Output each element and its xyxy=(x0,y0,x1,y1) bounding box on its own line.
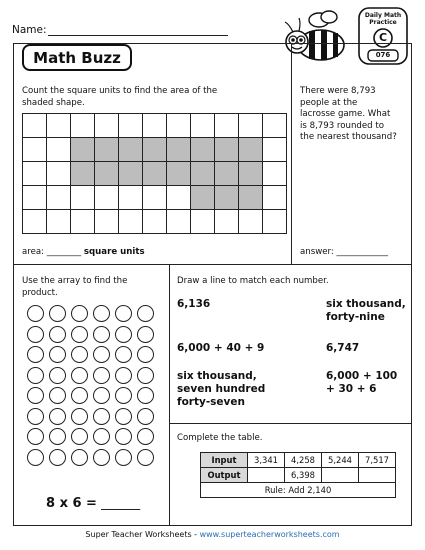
grid-cell xyxy=(263,186,287,210)
grid-cell xyxy=(191,114,215,138)
rule-row xyxy=(201,483,396,498)
grid-cell xyxy=(263,114,287,138)
array-line: product. xyxy=(22,287,58,298)
match-right-item[interactable] xyxy=(326,370,397,396)
table-instructions: Complete the table. xyxy=(177,433,263,443)
badge-line-2: Practice xyxy=(369,19,397,26)
match-right-text: forty-nine xyxy=(326,311,385,323)
divider-bottom-vertical xyxy=(169,264,170,526)
grid-cell xyxy=(71,186,95,210)
grid-cell-shaded xyxy=(239,138,263,162)
grid-cell xyxy=(71,210,95,234)
grid-cell xyxy=(119,210,143,234)
array-circle xyxy=(93,408,110,425)
grid-cell-shaded xyxy=(191,162,215,186)
array-circle xyxy=(93,428,110,445)
rounding-question xyxy=(300,86,410,144)
name-label: Name: xyxy=(12,24,47,36)
match-left-text: six thousand, xyxy=(177,370,257,382)
match-left-item[interactable] xyxy=(177,298,210,311)
array-circle xyxy=(27,408,44,425)
array-circle xyxy=(115,387,132,404)
area-answer-row xyxy=(22,247,145,259)
array-circle xyxy=(27,326,44,343)
rounding-answer-label: answer: xyxy=(300,247,334,257)
match-right-text: + 30 + 6 xyxy=(326,383,377,395)
area-units: square units xyxy=(83,247,145,257)
grid-cell-shaded xyxy=(95,162,119,186)
array-circle xyxy=(49,346,66,363)
grid-cell-shaded xyxy=(239,186,263,210)
footer-text: Super Teacher Worksheets - xyxy=(85,530,200,539)
input-row xyxy=(201,453,396,468)
match-left-item[interactable] xyxy=(177,342,264,355)
output-row xyxy=(201,468,396,483)
rounding-line: There were 8,793 xyxy=(300,86,376,96)
array-circle xyxy=(137,305,154,322)
grid-cell xyxy=(23,138,47,162)
grid-cell xyxy=(23,162,47,186)
array-circle xyxy=(71,326,88,343)
array-circle xyxy=(115,346,132,363)
grid-cell-shaded xyxy=(167,138,191,162)
rounding-line: lacrosse game. What xyxy=(300,109,391,119)
grid-cell xyxy=(23,186,47,210)
rounding-answer-blank[interactable]: ____________ xyxy=(336,247,389,257)
array-circle xyxy=(137,387,154,404)
array-circle xyxy=(49,305,66,322)
grid-cell-shaded xyxy=(191,186,215,210)
grid-cell xyxy=(143,186,167,210)
grid-cell xyxy=(47,138,71,162)
grid-cell-shaded xyxy=(239,162,263,186)
grid-cell xyxy=(263,162,287,186)
rounding-line: people at the xyxy=(300,97,358,108)
grid-cell xyxy=(119,186,143,210)
array-circle xyxy=(93,326,110,343)
divider-middle-horizontal xyxy=(13,264,412,265)
array-circle xyxy=(93,305,110,322)
output-header: Output xyxy=(201,468,248,483)
grid-cell xyxy=(95,114,119,138)
array-circle xyxy=(137,346,154,363)
array-circle xyxy=(49,408,66,425)
rule-cell: Rule: Add 2,140 xyxy=(201,483,396,498)
array-circle xyxy=(137,449,154,466)
grid-cell-shaded xyxy=(143,162,167,186)
grid-cell xyxy=(71,114,95,138)
rounding-line: the nearest thousand? xyxy=(300,132,397,142)
input-cell: 5,244 xyxy=(322,453,359,468)
input-header: Input xyxy=(201,453,248,468)
grid-cell xyxy=(47,210,71,234)
input-cell: 3,341 xyxy=(248,453,285,468)
array-instructions xyxy=(22,276,162,299)
output-cell[interactable] xyxy=(359,468,396,483)
name-field[interactable] xyxy=(48,35,228,36)
footer xyxy=(0,530,425,539)
grid-cell xyxy=(239,210,263,234)
array-circle xyxy=(93,449,110,466)
area-answer-label: area: xyxy=(22,247,45,257)
grid-cell xyxy=(239,114,263,138)
grid-cell xyxy=(47,114,71,138)
badge-number: 076 xyxy=(375,51,391,59)
grid-cell-shaded xyxy=(95,138,119,162)
array-circle xyxy=(71,387,88,404)
grid-cell xyxy=(95,186,119,210)
array-circle xyxy=(115,367,132,384)
grid-cell xyxy=(23,114,47,138)
array-circle xyxy=(137,428,154,445)
array-circle xyxy=(115,428,132,445)
match-left-text: 6,000 + 40 + 9 xyxy=(177,342,265,354)
array-circle xyxy=(49,428,66,445)
grid-cell xyxy=(167,114,191,138)
divider-top-vertical xyxy=(291,43,292,265)
array-circle xyxy=(71,428,88,445)
grid-cell xyxy=(143,114,167,138)
match-left-item[interactable] xyxy=(177,370,265,409)
rounding-answer-row xyxy=(300,247,388,259)
grid-cell-shaded xyxy=(167,162,191,186)
grid-cell xyxy=(167,186,191,210)
grid-cell xyxy=(215,210,239,234)
array-circle xyxy=(137,326,154,343)
grid-cell xyxy=(47,162,71,186)
grid-cell xyxy=(167,210,191,234)
input-cell: 4,258 xyxy=(285,453,322,468)
array-circle xyxy=(93,367,110,384)
worksheet-title: Math Buzz xyxy=(22,44,132,71)
match-left-text: 6,136 xyxy=(177,298,211,310)
grid-cell xyxy=(23,210,47,234)
array-circle xyxy=(27,346,44,363)
array-circle xyxy=(49,367,66,384)
input-output-table xyxy=(200,452,396,498)
array-circle xyxy=(115,326,132,343)
array-circle xyxy=(137,408,154,425)
match-left-text: seven hundred xyxy=(177,383,266,395)
array-circle xyxy=(49,387,66,404)
array-circle xyxy=(71,449,88,466)
match-instructions: Draw a line to match each number. xyxy=(177,276,329,286)
array-circle xyxy=(71,346,88,363)
array-circle xyxy=(27,367,44,384)
grid-cell-shaded xyxy=(71,138,95,162)
grid-cell xyxy=(263,210,287,234)
grid-cell-shaded xyxy=(215,138,239,162)
array-equation: 8 x 6 = xyxy=(46,496,97,511)
circle-array xyxy=(27,305,154,469)
grid-cell-shaded xyxy=(215,186,239,210)
match-right-item[interactable] xyxy=(326,298,406,324)
array-circle xyxy=(27,428,44,445)
badge-letter: C xyxy=(378,31,388,44)
array-circle xyxy=(115,449,132,466)
grid-cell xyxy=(119,114,143,138)
array-circle xyxy=(49,326,66,343)
match-left-text: forty-seven xyxy=(177,396,245,408)
grid-cell xyxy=(143,210,167,234)
array-circle xyxy=(27,305,44,322)
output-cell: 6,398 xyxy=(285,468,322,483)
array-circle xyxy=(115,305,132,322)
array-circle xyxy=(93,387,110,404)
array-circle xyxy=(137,367,154,384)
area-instructions: Count the square units to find the area of the shaded shape. xyxy=(22,86,218,108)
array-circle xyxy=(71,305,88,322)
area-answer-blank[interactable]: ________ xyxy=(46,247,82,257)
input-cell: 7,517 xyxy=(359,453,396,468)
divider-table-horizontal xyxy=(169,423,412,424)
array-circle xyxy=(71,408,88,425)
output-cell[interactable] xyxy=(322,468,359,483)
array-line: Use the array to find the xyxy=(22,276,128,286)
array-circle xyxy=(27,449,44,466)
array-circle xyxy=(27,387,44,404)
array-circle xyxy=(71,367,88,384)
match-right-text: 6,747 xyxy=(326,342,360,354)
grid-cell-shaded xyxy=(119,138,143,162)
output-cell[interactable] xyxy=(248,468,285,483)
array-circle xyxy=(49,449,66,466)
array-circle xyxy=(93,346,110,363)
grid-cell xyxy=(191,210,215,234)
area-grid xyxy=(22,113,287,234)
badge-label xyxy=(359,12,407,26)
match-right-text: 6,000 + 100 xyxy=(326,370,398,382)
grid-cell xyxy=(215,114,239,138)
match-right-item[interactable] xyxy=(326,342,359,355)
array-circle xyxy=(115,408,132,425)
array-answer-blank[interactable]: ______ xyxy=(101,496,141,511)
rounding-line: is 8,793 rounded to xyxy=(300,120,384,131)
grid-cell-shaded xyxy=(119,162,143,186)
match-right-text: six thousand, xyxy=(326,298,406,310)
grid-cell-shaded xyxy=(191,138,215,162)
footer-link[interactable]: www.superteacherworksheets.com xyxy=(199,530,340,539)
array-answer-row xyxy=(46,496,140,511)
grid-cell-shaded xyxy=(143,138,167,162)
grid-cell xyxy=(95,210,119,234)
grid-cell xyxy=(263,138,287,162)
badge-line-1: Daily Math xyxy=(364,12,402,19)
grid-cell-shaded xyxy=(71,162,95,186)
grid-cell-shaded xyxy=(215,162,239,186)
grid-cell xyxy=(47,186,71,210)
